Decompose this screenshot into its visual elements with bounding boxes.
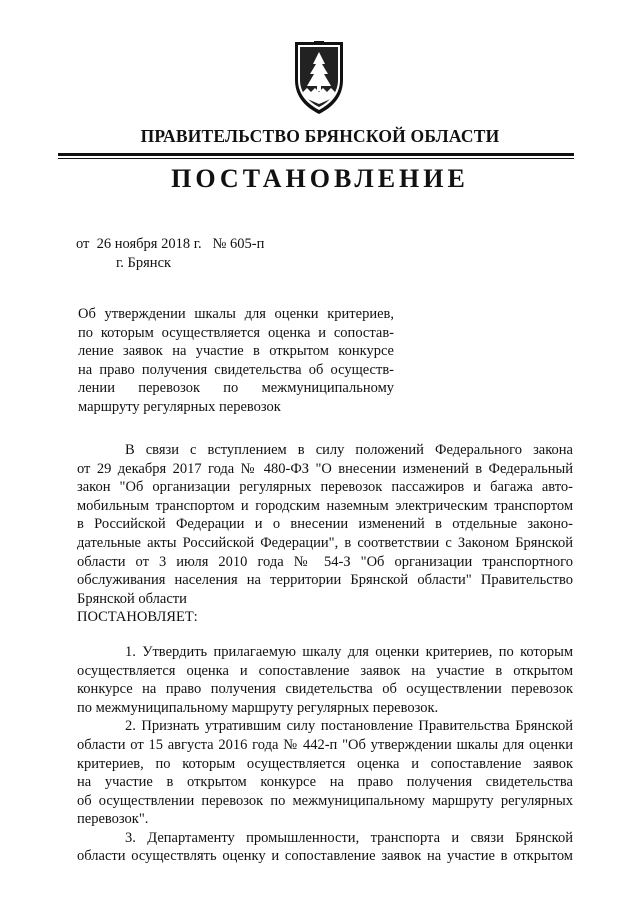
item-2-line: области от 15 августа 2016 года № 442-п "Об утверждении шкалы для оценки	[77, 736, 573, 753]
preamble-line: в Российской Федерации и о внесении изменений в отдельные законо-	[77, 516, 573, 533]
item-1	[77, 643, 573, 717]
item-2-line: на участие в открытом конкурсе на право получения свидетельства	[77, 774, 573, 791]
date-number-line	[76, 236, 264, 253]
document-body	[77, 441, 573, 866]
item-2-line: перевозок".	[77, 811, 149, 828]
document-subject	[78, 305, 394, 417]
item-1-line: по межмуниципальному маршруту регулярных перевозок.	[77, 699, 439, 716]
preamble-line: дательные акты Российской Федерации", в соответствии с Законом Брянской	[77, 534, 573, 551]
document-number: 605-п	[230, 236, 265, 252]
header-rule-thick	[58, 153, 574, 156]
subject-line: на право получения свидетельства об осуществ-	[78, 361, 394, 378]
preamble-line: закон "Об организации регулярных перевозок пассажиров и багажа авто-	[77, 479, 573, 496]
item-2-line: об осуществлении перевозок по межмуниципальному маршруту регулярных	[77, 792, 573, 809]
item-3-line: 3. Департаменту промышленности, транспорта и связи Брянской	[125, 829, 573, 846]
subject-line: лении перевозок по межмуниципальному	[78, 380, 394, 397]
preamble	[77, 441, 573, 608]
date-prefix: от	[76, 236, 90, 252]
preamble-line: Брянской области	[77, 590, 187, 607]
government-title: ПРАВИТЕЛЬСТВО БРЯНСКОЙ ОБЛАСТИ	[140, 126, 500, 146]
subject-line: маршруту регулярных перевозок	[78, 398, 281, 415]
subject-line: Об утверждении шкалы для оценки критериев,	[78, 306, 394, 322]
item-3-line: области осуществлять оценку и сопоставление заявок на участие в открытом	[77, 848, 573, 865]
preamble-line: мобильным транспортом и городским наземным электрическим транспортом	[77, 497, 573, 514]
item-2-line: 2. Признать утратившим силу постановление Правительства Брянской	[125, 718, 573, 735]
item-1-line: осуществляется оценка и сопоставление заявок на участие в открытом	[77, 662, 573, 679]
item-2-line: критериев, по которым осуществляется оценка и сопоставление заявок	[77, 755, 573, 772]
item-3	[77, 829, 573, 866]
preamble-line: от 29 декабря 2017 года № 480-ФЗ "О внесении изменений в Федеральный	[77, 460, 573, 477]
item-2	[77, 717, 573, 829]
preamble-line: обслуживания населения на территории Брянской области" Правительство	[77, 572, 573, 589]
resolves-word: ПОСТАНОВЛЯЕТ:	[77, 609, 198, 626]
header-rule-thin	[58, 158, 574, 159]
preamble-line: В связи с вступлением в силу положений Федерального закона	[125, 442, 573, 458]
item-1-line: конкурсе на право получения свидетельства об осуществлении перевозок	[77, 681, 573, 698]
subject-line: по которым осуществляется оценка и сопостав-	[78, 324, 394, 341]
preamble-line: области от 3 июля 2010 года № 54-З "Об организации транспортного	[77, 553, 573, 570]
subject-line: ление заявок на участие в открытом конкурсе	[78, 343, 394, 360]
item-1-line: 1. Утвердить прилагаемую шкалу для оценки критериев, по которым	[125, 643, 573, 660]
document-type: ПОСТАНОВЛЕНИЕ	[171, 164, 469, 193]
bryansk-coat-of-arms-icon	[287, 40, 351, 116]
number-label: №	[212, 236, 227, 252]
document-city: г. Брянск	[116, 255, 172, 271]
document-date: 26 ноября 2018 г.	[96, 236, 202, 252]
